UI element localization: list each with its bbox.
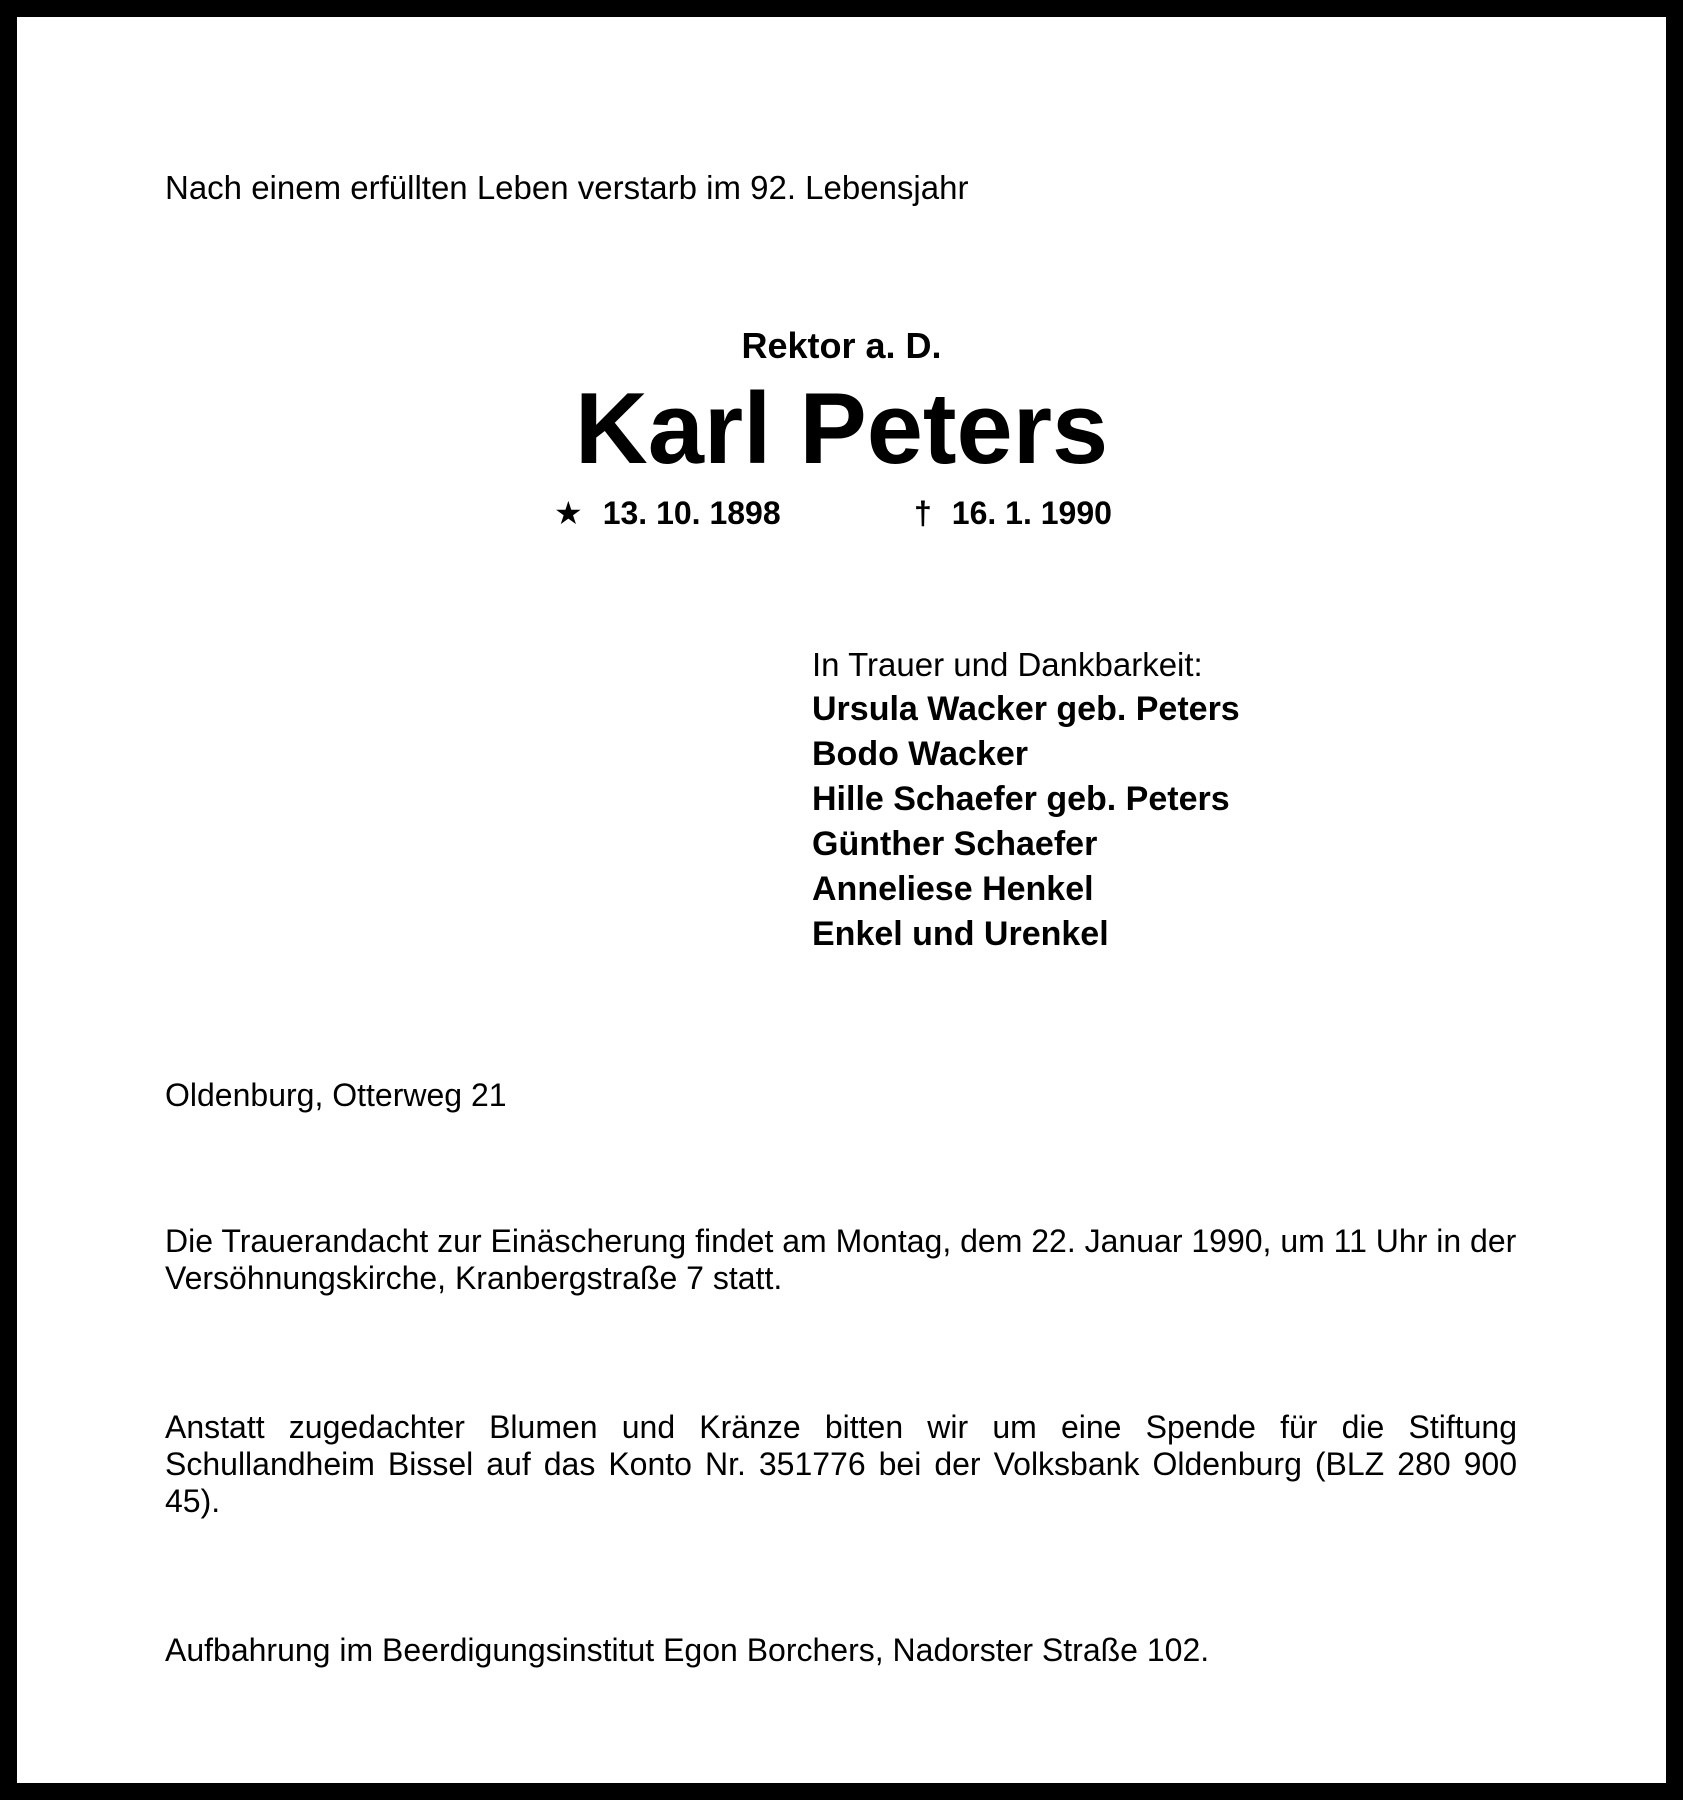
death-date-value: 16. 1. 1990 <box>951 495 1112 531</box>
obituary-notice <box>17 17 1666 1783</box>
mourner-name: Bodo Wacker <box>812 735 1029 773</box>
death-date <box>914 495 1112 532</box>
laying-in-state-info: Aufbahrung im Beerdigungsinstitut Egon Borchers, Nadorster Straße 102. <box>165 1632 1210 1668</box>
birth-date-value: 13. 10. 1898 <box>602 495 781 531</box>
mourner-name: Hille Schaefer geb. Peters <box>812 780 1230 818</box>
mourner-name: Enkel und Urenkel <box>812 915 1109 953</box>
deceased-name: Karl Peters <box>574 373 1109 485</box>
mourner-name: Günther Schaefer <box>812 825 1098 863</box>
ceremony-info: Die Trauerandacht zur Einäscherung findet am Montag, dem 22. Januar 1990, um 11 Uhr in der Versöhnungskirche, Kranbergstraße 7 statt. <box>165 1223 1517 1296</box>
mourners-list <box>812 687 1240 957</box>
star-icon: ★ <box>554 495 583 531</box>
birth-date <box>554 495 781 532</box>
mourner-name: Anneliese Henkel <box>812 870 1094 908</box>
cross-icon: † <box>914 495 932 531</box>
donation-request: Anstatt zugedachter Blumen und Kränze bitten wir um eine Spende für die Stiftung Schullandheim Bissel auf das Konto Nr. 351776 bei der Volksbank Oldenburg (BLZ 280 900 45). <box>165 1409 1517 1519</box>
address: Oldenburg, Otterweg 21 <box>165 1077 507 1113</box>
mourning-label: In Trauer und Dankbarkeit: <box>812 646 1203 683</box>
mourner-name: Ursula Wacker geb. Peters <box>812 690 1240 728</box>
intro-text: Nach einem erfüllten Leben verstarb im 92. Lebensjahr <box>165 169 969 206</box>
deceased-title: Rektor a. D. <box>741 325 942 366</box>
